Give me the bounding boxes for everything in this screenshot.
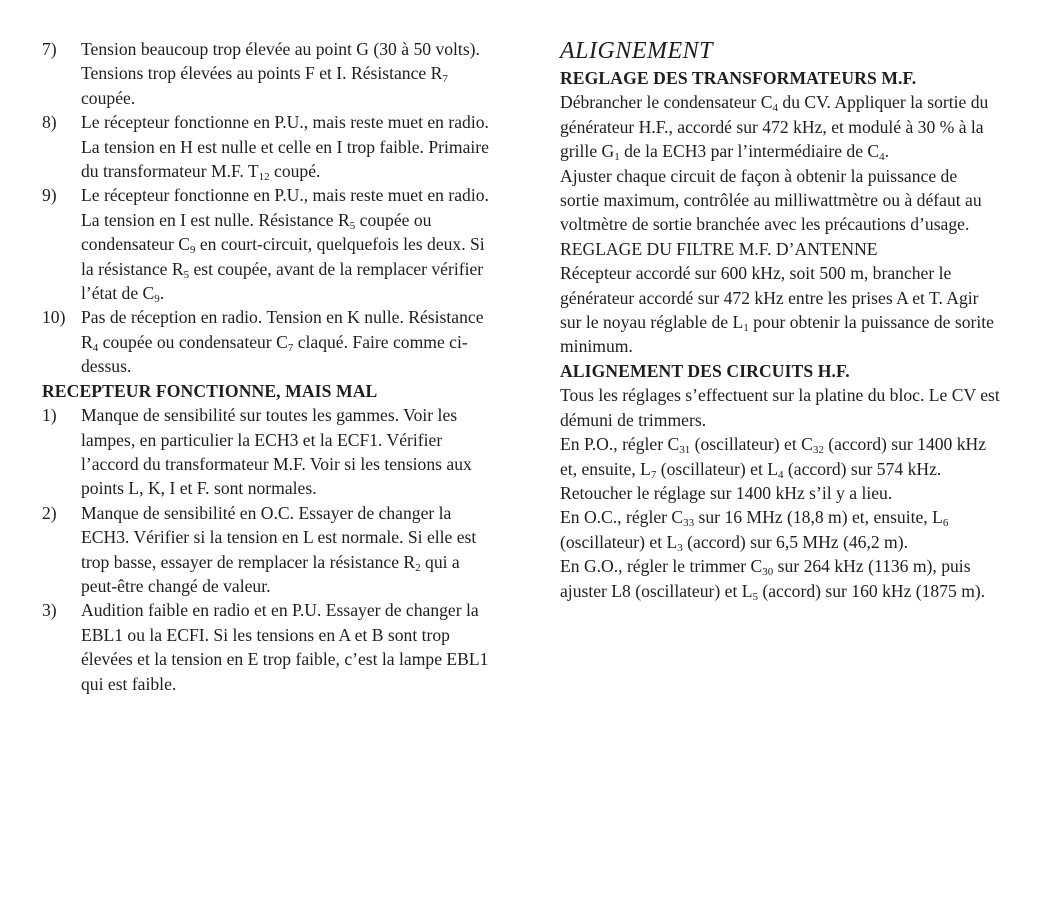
item-text: Le récepteur fonctionne en P.U., mais reste muet en radio. La tension en H est nulle et celle en I trop faible. Primaire du transformateur M.F. $T_{12}$ coupé. (81, 112, 489, 184)
item-text: Audition faible en radio et en P.U. Essayer de changer la EBL1 ou la ECFI. Si les tensions en A et B sont trop élevées et la tension en E trop faible, c’est la lampe EBL1 qui est faible. (81, 600, 489, 694)
paragraph: En O.C., régler $C_{33}$ sur 16 MHz (18,8 m) et, ensuite, $L_6$ (oscillateur) et $L_3$ (accord) sur 6,5 MHz (46,2 m). (560, 507, 949, 554)
left-column (42, 37, 492, 696)
item-number: 8) (42, 112, 57, 133)
item-number: 10) (42, 307, 66, 328)
right-column (560, 37, 1000, 603)
item-number: 3) (42, 600, 57, 621)
list-item (42, 110, 492, 183)
item-text: Manque de sensibilité en O.C. Essayer de changer la ECH3. Vérifier si la tension en L est normale. Si elle est trop basse, essayer de remplacer la résistance $R_2$ qui a peut-être changé de valeur. (81, 502, 477, 596)
list-item (42, 403, 492, 501)
section-heading-filtre: REGLAGE DU FILTRE M.F. D’ANTENNE (560, 238, 878, 259)
item-text: Pas de réception en radio. Tension en K nulle. Résistance $R_4$ coupée ou condensateur $C_7$ claqué. Faire comme ci-dessus. (81, 307, 484, 377)
section-heading-mf: REGLAGE DES TRANSFORMATEURS M.F. (560, 68, 917, 88)
list-item (42, 37, 492, 110)
paragraph: Tous les réglages s’effectuent sur la platine du bloc. Le CV est démuni de trimmers. (560, 385, 1000, 430)
item-number: 2) (42, 502, 57, 523)
paragraph: En G.O., régler le trimmer $C_{30}$ sur 264 kHz (1136 m), puis ajuster L8 (oscillateur) et $L_5$ (accord) sur 160 kHz (1875 m). (560, 556, 986, 603)
section-heading-recepteur: RECEPTEUR FONCTIONNE, MAIS MAL (42, 380, 378, 401)
item-number: 1) (42, 405, 57, 426)
section-heading-hf: ALIGNEMENT DES CIRCUITS H.F. (560, 360, 850, 381)
item-number: 9) (42, 185, 57, 206)
list-item (42, 501, 492, 599)
item-text: Manque de sensibilité sur toutes les gammes. Voir les lampes, en particulier la ECH3 et la ECF1. Vérifier l’accord du transformateur M.F. Voir si les tensions aux points L, K, I et F. sont normales. (81, 405, 472, 499)
item-text: Tension beaucoup trop élevée au point G (30 à 50 volts). Tensions trop élevées au points F et I. Résistance $R_7$ coupée. (81, 39, 480, 108)
fault-list-bottom (42, 403, 492, 696)
list-item (42, 183, 492, 305)
item-number: 7) (42, 39, 57, 59)
list-item (42, 598, 492, 696)
filtre-paragraphs (560, 261, 1000, 359)
page-title: ALIGNEMENT (560, 38, 714, 64)
paragraph: Récepteur accordé sur 600 kHz, soit 500 m, brancher le générateur accordé sur 472 kHz entre les prises A et T. Agir sur le noyau réglable de $L_1$ pour obtenir la puissance de sorite minimum. (560, 263, 994, 357)
hf-paragraphs (560, 383, 1000, 603)
mf-paragraphs (560, 90, 1000, 236)
list-item (42, 305, 492, 378)
item-text: Le récepteur fonctionne en P.U., mais reste muet en radio. La tension en I est nulle. Résistance $R_5$ coupée ou condensateur $C_9$ en court-circuit, quelquefois les deux. Si la résistance $R_5$ est coupée, avant de la remplacer vérifier l’état de $C_9$. (81, 185, 489, 306)
paragraph: En P.O., régler $C_{31}$ (oscillateur) et $C_{32}$ (accord) sur 1400 kHz et, ensuite, $L_7$ (oscillateur) et $L_4$ (accord) sur 574 kHz. (560, 434, 987, 481)
paragraph: Ajuster chaque circuit de façon à obtenir la puissance de sortie maximum, contrôlée au milliwattmètre ou à défaut au voltmètre de sortie branchée avec les précautions d’usage. (560, 165, 982, 235)
paragraph: Débrancher le condensateur $C_4$ du CV. Appliquer la sortie du générateur H.F., accordé sur 472 kHz, et modulé à 30 % à la grille $G_1$ de la ECH3 par l’intermédiaire de $C_4$. (560, 92, 989, 164)
fault-list-top (42, 37, 492, 379)
paragraph: Retoucher le réglage sur 1400 kHz s’il y a lieu. (560, 482, 893, 503)
